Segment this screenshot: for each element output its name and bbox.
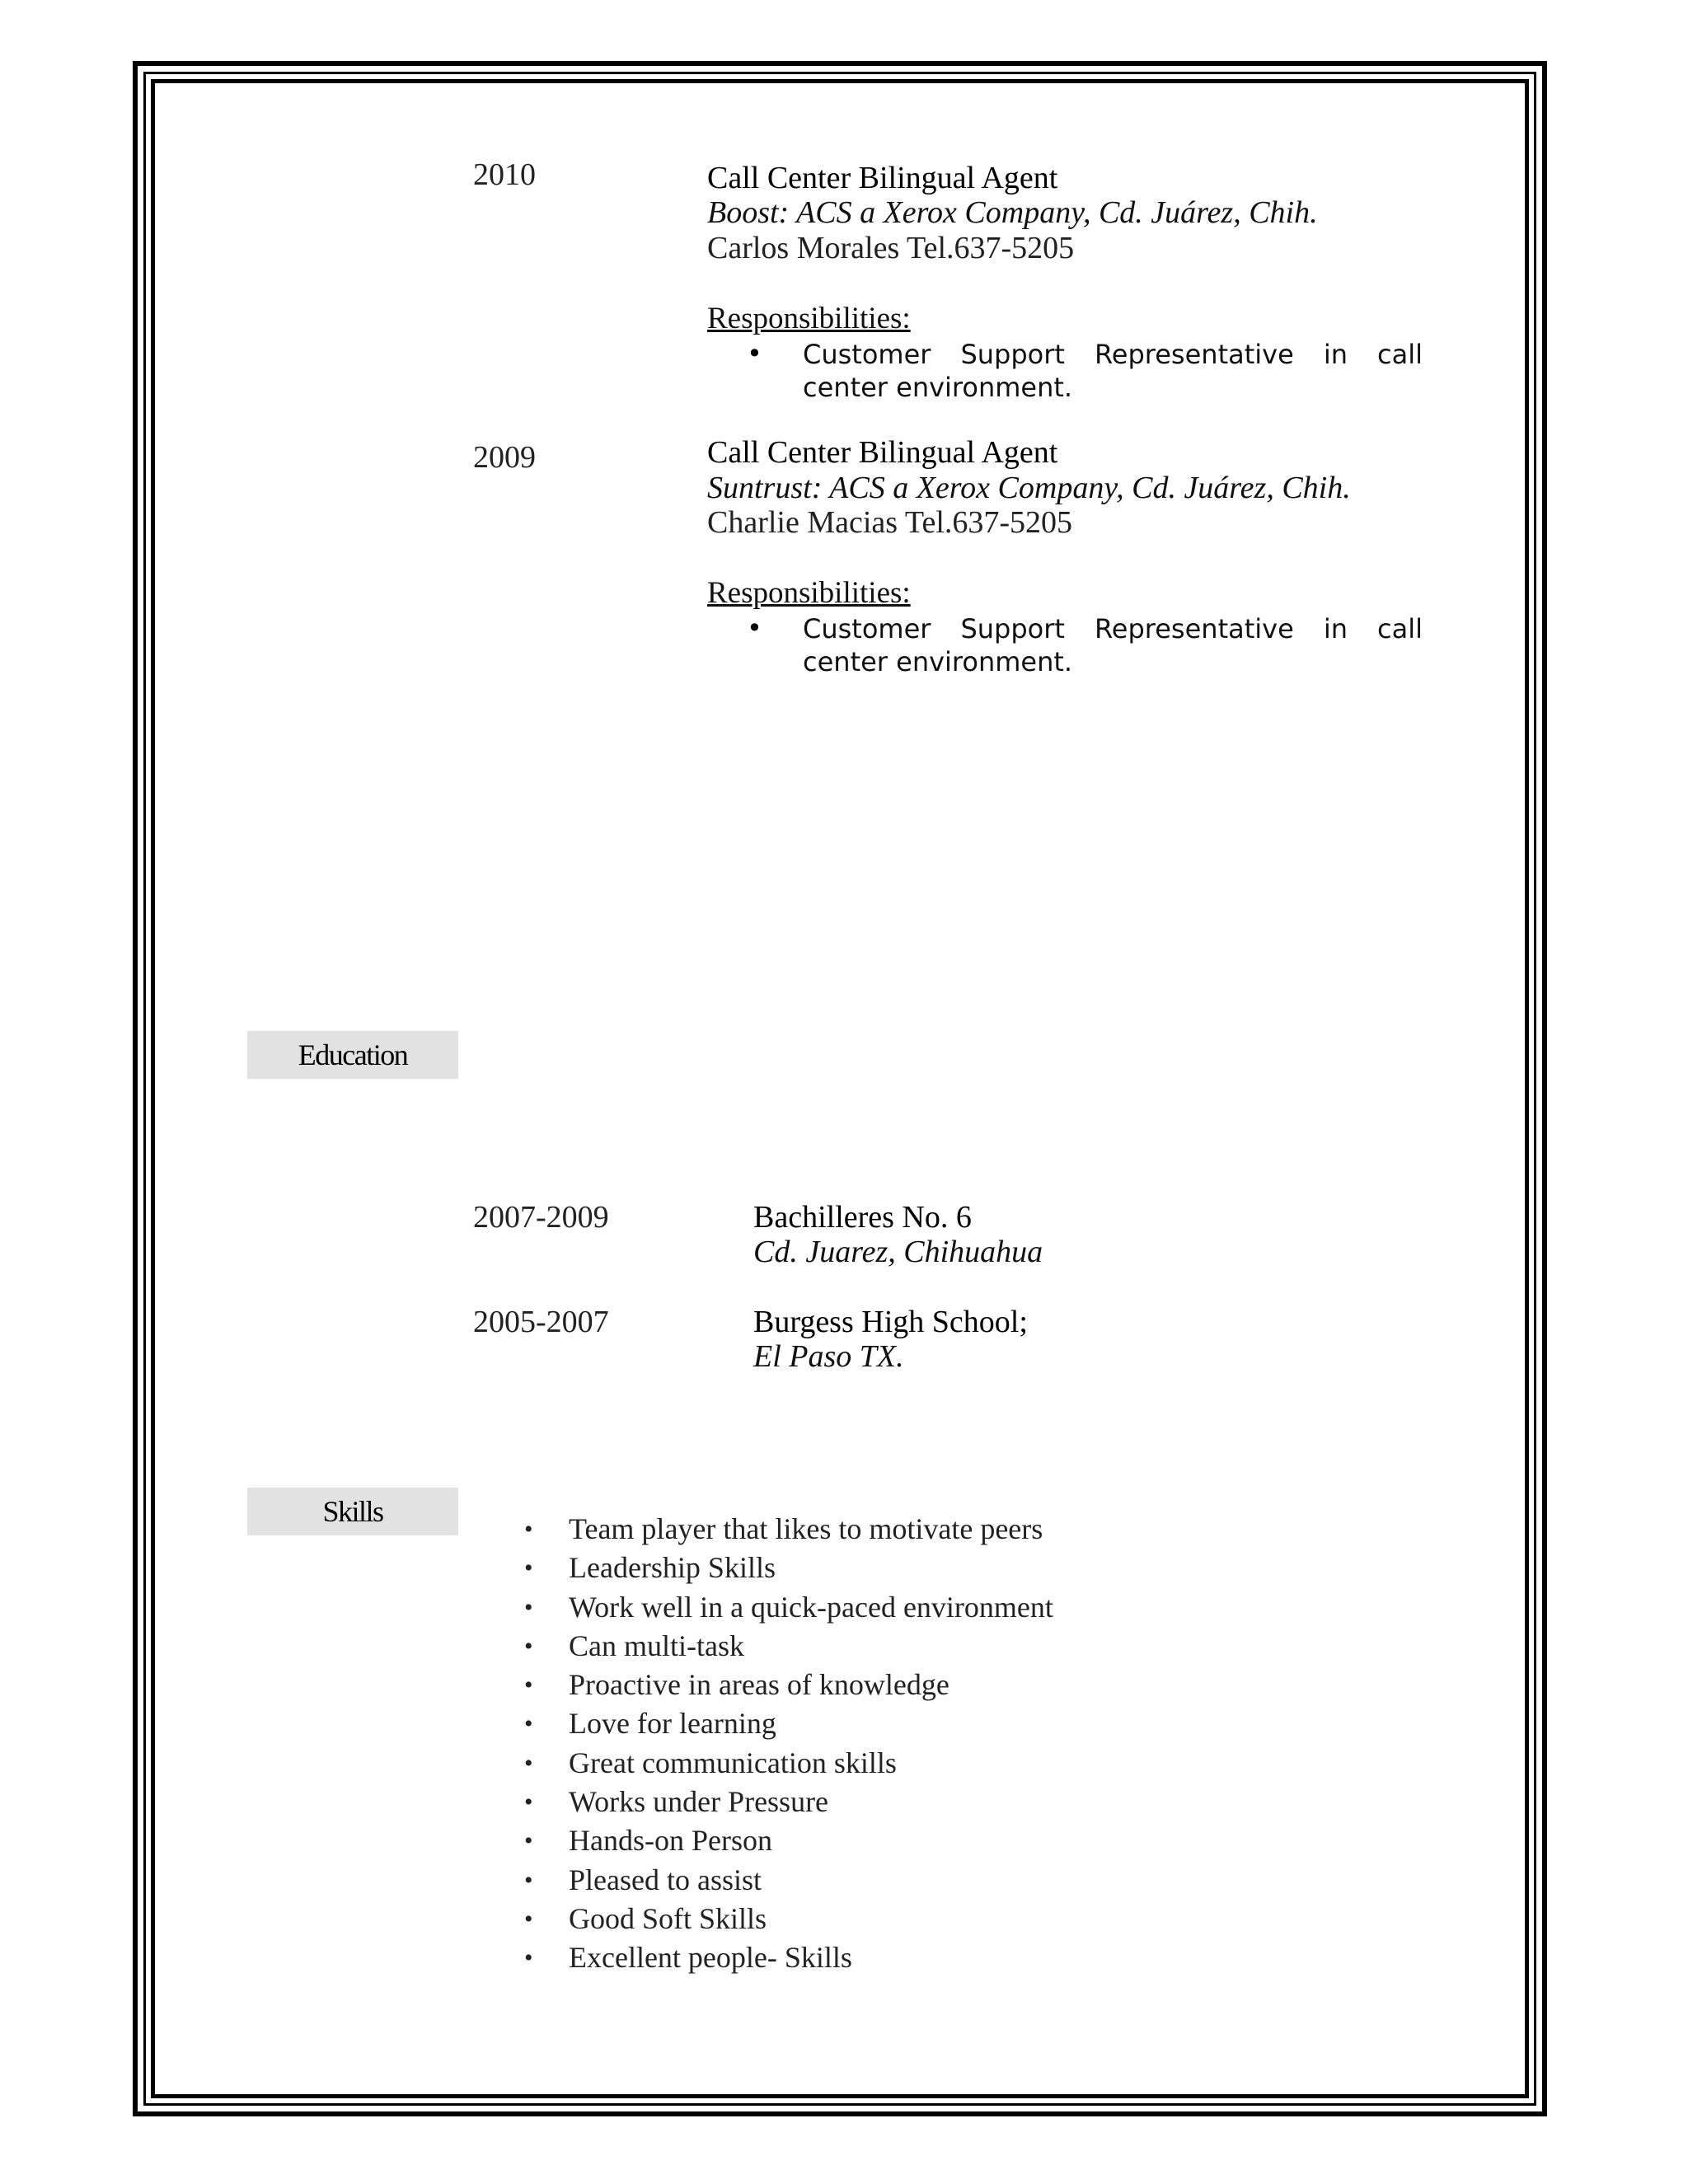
school-location: Cd. Juarez, Chihuahua bbox=[753, 1235, 1043, 1269]
skill-item bbox=[518, 1510, 1053, 1549]
skill-item bbox=[518, 1900, 1053, 1938]
bullet-icon: • bbox=[524, 1593, 533, 1621]
bullet-icon: • bbox=[524, 1944, 533, 1972]
bullet-icon: • bbox=[524, 1788, 533, 1816]
experience-year: 2010 bbox=[473, 157, 536, 192]
skill-item bbox=[518, 1588, 1053, 1627]
bullet-icon: • bbox=[747, 612, 762, 644]
bullet-icon: • bbox=[524, 1671, 533, 1699]
skills-section-label: Skills bbox=[247, 1488, 458, 1535]
experience-year: 2009 bbox=[473, 440, 536, 475]
bullet-icon: • bbox=[524, 1632, 533, 1660]
bullet-icon: • bbox=[524, 1827, 533, 1855]
skill-text: Pleased to assist bbox=[569, 1863, 762, 1896]
skill-text: Excellent people- Skills bbox=[569, 1941, 852, 1975]
skill-item bbox=[518, 1549, 1053, 1587]
job-contact: Charlie Macias Tel.637-5205 bbox=[707, 505, 1073, 540]
responsibility-item bbox=[747, 338, 1423, 404]
skill-text: Good Soft Skills bbox=[569, 1901, 767, 1935]
bullet-icon: • bbox=[524, 1554, 533, 1582]
education-years: 2007-2009 bbox=[473, 1200, 609, 1235]
skill-item bbox=[518, 1783, 1053, 1821]
responsibility-text: Customer Support Representative in call center environment. bbox=[803, 613, 1423, 677]
job-title: Call Center Bilingual Agent bbox=[707, 161, 1058, 195]
responsibilities-heading: Responsibilities: bbox=[707, 576, 911, 610]
job-company: Boost: ACS a Xerox Company, Cd. Juárez, Chih. bbox=[707, 195, 1318, 230]
skill-item bbox=[518, 1666, 1053, 1704]
bullet-icon: • bbox=[524, 1866, 533, 1894]
education-section-label: Education bbox=[247, 1031, 458, 1079]
bullet-icon: • bbox=[524, 1749, 533, 1777]
job-company: Suntrust: ACS a Xerox Company, Cd. Juárez, Chih. bbox=[707, 471, 1351, 505]
school-location: El Paso TX. bbox=[753, 1339, 904, 1374]
skill-text: Proactive in areas of knowledge bbox=[569, 1668, 950, 1702]
responsibilities-heading: Responsibilities: bbox=[707, 302, 911, 335]
responsibility-item bbox=[747, 612, 1423, 678]
bullet-icon: • bbox=[747, 338, 762, 369]
skill-item bbox=[518, 1704, 1053, 1743]
bullet-icon: • bbox=[524, 1516, 533, 1543]
skill-item bbox=[518, 1627, 1053, 1666]
skill-item bbox=[518, 1744, 1053, 1783]
skill-text: Can multi-task bbox=[569, 1629, 744, 1662]
education-years: 2005-2007 bbox=[473, 1305, 609, 1339]
bullet-icon: • bbox=[524, 1905, 533, 1933]
skill-text: Works under Pressure bbox=[569, 1785, 829, 1819]
bullet-icon: • bbox=[524, 1710, 533, 1738]
skill-text: Hands-on Person bbox=[569, 1824, 772, 1858]
job-contact: Carlos Morales Tel.637-5205 bbox=[707, 231, 1075, 265]
skills-list bbox=[518, 1510, 1053, 1978]
skill-text: Great communication skills bbox=[569, 1746, 897, 1779]
skill-item bbox=[518, 1861, 1053, 1900]
skill-text: Leadership Skills bbox=[569, 1551, 776, 1585]
responsibility-text: Customer Support Representative in call center environment. bbox=[803, 339, 1423, 403]
skill-text: Work well in a quick-paced environment bbox=[569, 1590, 1053, 1624]
school-name: Burgess High School; bbox=[753, 1305, 1028, 1339]
skill-text: Team player that likes to motivate peers bbox=[569, 1512, 1043, 1545]
skill-item bbox=[518, 1938, 1053, 1977]
skill-text: Love for learning bbox=[569, 1707, 776, 1741]
skill-item bbox=[518, 1821, 1053, 1860]
school-name: Bachilleres No. 6 bbox=[753, 1200, 972, 1235]
job-title: Call Center Bilingual Agent bbox=[707, 435, 1058, 470]
